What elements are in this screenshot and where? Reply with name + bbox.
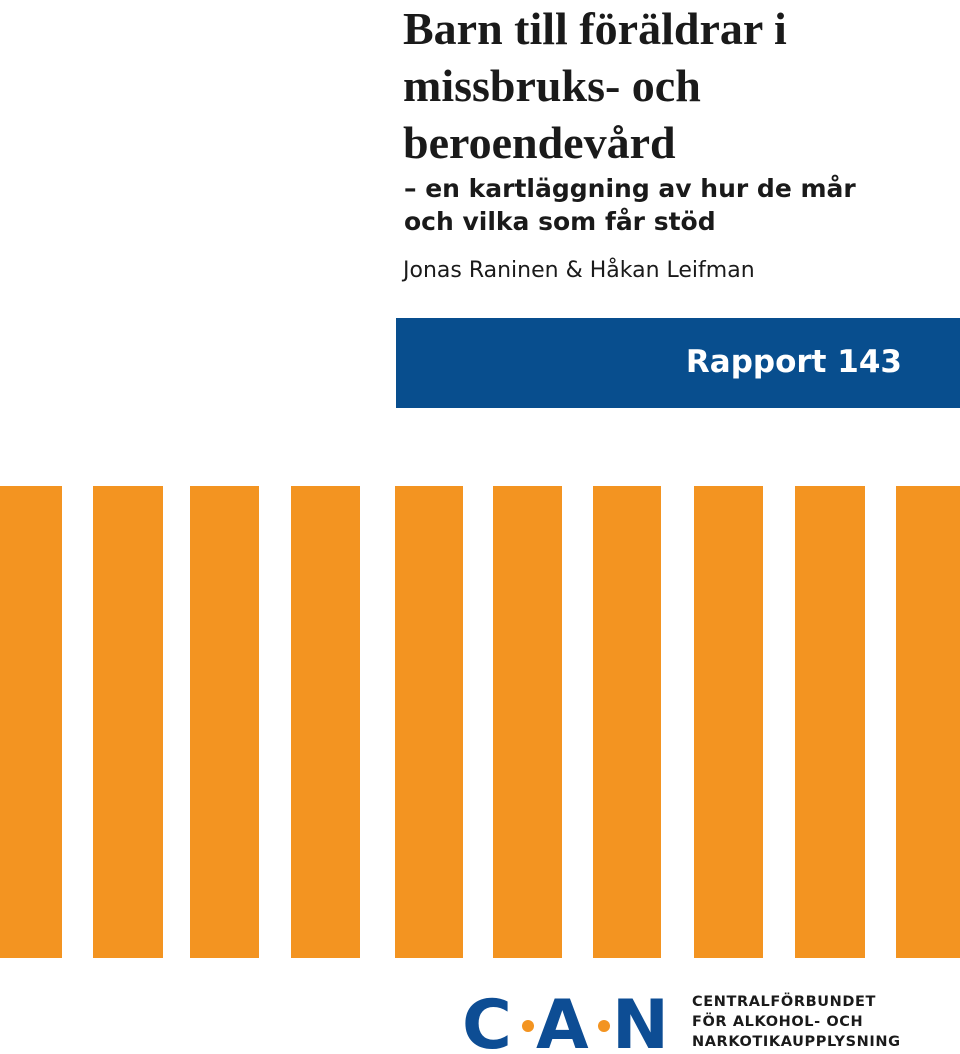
- orange-stripe: [493, 486, 562, 958]
- logo-letter-c: C: [462, 994, 512, 1052]
- organization-name: [692, 992, 901, 1052]
- logo-letter-n: N: [612, 994, 669, 1052]
- organization-name-line: NARKOTIKAUPPLYSNING: [692, 1034, 901, 1050]
- orange-stripe: [0, 486, 62, 958]
- cover-subtitle: [404, 172, 954, 238]
- orange-stripe: [190, 486, 259, 958]
- cover-subtitle-line: och vilka som får stöd: [404, 207, 716, 236]
- cover-subtitle-line: – en kartläggning av hur de mår: [404, 174, 856, 203]
- organization-name-line: CENTRALFÖRBUNDET: [692, 994, 876, 1010]
- can-logo-mark: [462, 994, 677, 1052]
- report-number-banner: [396, 318, 960, 408]
- orange-stripe: [694, 486, 763, 958]
- cover-title-line: beroendevård: [403, 117, 676, 168]
- orange-stripe: [896, 486, 960, 958]
- report-number: Rapport 143: [685, 344, 902, 380]
- cover-authors: Jonas Raninen & Håkan Leifman: [403, 258, 755, 283]
- organization-name-line: FÖR ALKOHOL- OCH: [692, 1014, 864, 1030]
- cover-title-line: missbruks- och: [403, 60, 701, 111]
- orange-stripe: [291, 486, 360, 958]
- logo-dot: [598, 1020, 610, 1032]
- can-logo: [462, 992, 960, 1054]
- decorative-stripes: [0, 486, 960, 958]
- cover-title-line: Barn till föräldrar i: [403, 3, 787, 54]
- orange-stripe: [795, 486, 865, 958]
- logo-dot: [522, 1020, 534, 1032]
- logo-letter-a: A: [536, 994, 589, 1052]
- orange-stripe: [395, 486, 463, 958]
- orange-stripe: [93, 486, 163, 958]
- cover-title: [403, 0, 953, 171]
- orange-stripe: [593, 486, 661, 958]
